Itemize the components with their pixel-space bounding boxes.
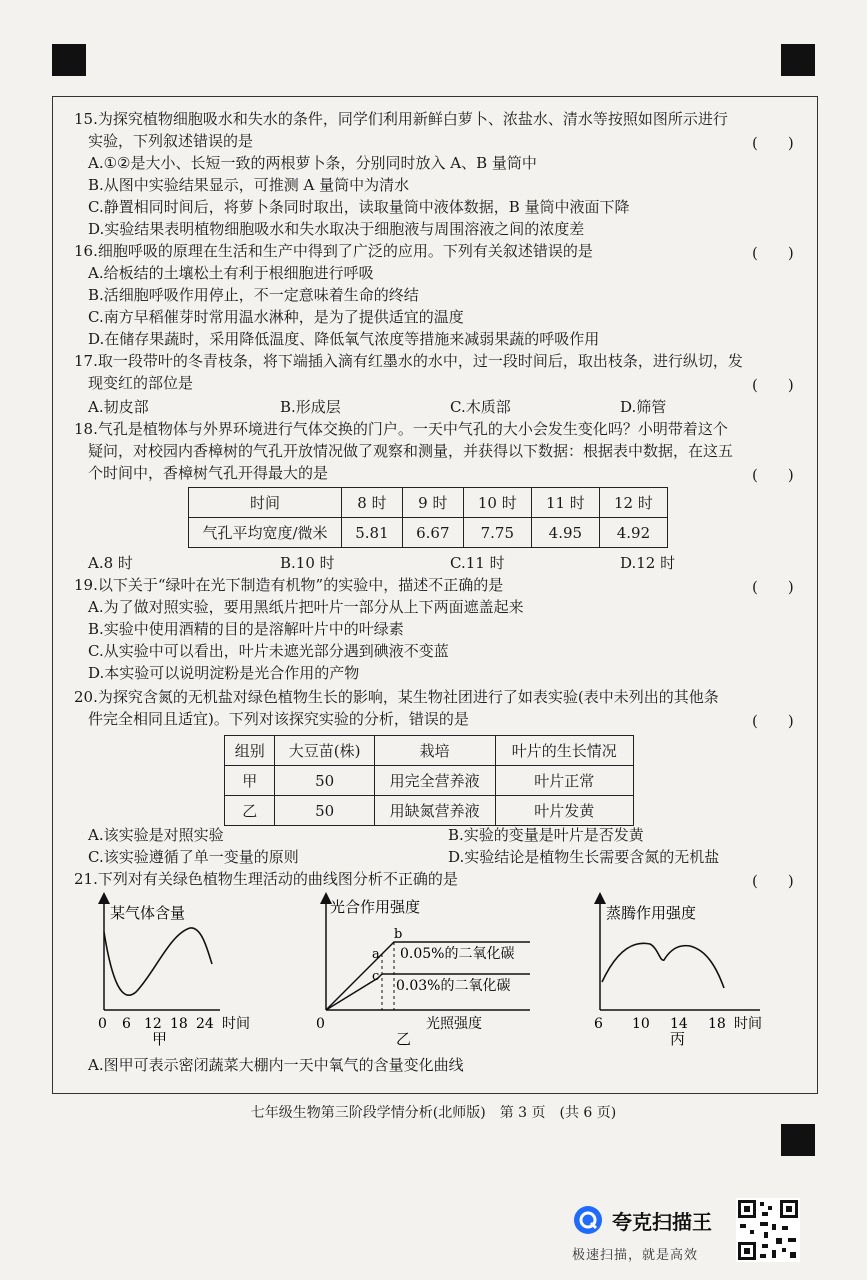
table-cell: 组别 <box>225 736 275 766</box>
scanner-slogan: 极速扫描，就是高效 <box>572 1248 699 1263</box>
quark-logo-icon <box>572 1204 604 1236</box>
q15-option-d: D.实验结果表明植物细胞吸水和失水取决于细胞液与周围溶液之间的浓度差 <box>88 220 585 238</box>
line1-label: 0.05%的二氧化碳 <box>400 946 515 962</box>
graph-c-name: 丙 <box>670 1030 686 1048</box>
q19-stem: 19.以下关于“绿叶在光下制造有机物”的实验中，描述不正确的是 <box>74 576 504 594</box>
q21-stem: 21.下列对有关绿色植物生理活动的曲线图分析不正确的是 <box>74 870 458 888</box>
tick-label: 18 <box>708 1016 726 1032</box>
q16-option-c: C.南方早稻催芽时常用温水淋种，是为了提供适宜的温度 <box>88 308 464 326</box>
q20-option-a: A.该实验是对照实验 <box>88 826 224 844</box>
table-row <box>225 766 634 796</box>
q18-answer-paren: ( ) <box>752 466 794 484</box>
q16-option-b: B.活细胞呼吸作用停止，不一定意味着生命的终结 <box>88 286 419 304</box>
q17-option-b: B.形成层 <box>280 398 341 416</box>
graph-b-origin: 0 <box>316 1016 325 1032</box>
table-cell: 4.92 <box>599 518 667 548</box>
table-cell: 甲 <box>225 766 275 796</box>
q17-stem-line2: 现变红的部位是 <box>88 374 194 392</box>
table-cell: 叶片的生长情况 <box>495 736 633 766</box>
table-cell: 时间 <box>189 488 342 518</box>
q18-stem-line3: 个时间中，香樟树气孔开得最大的是 <box>88 464 329 482</box>
graph-a-xlabel: 时间 <box>222 1016 250 1032</box>
q18-stem-line1: 18.气孔是植物体与外界环境进行气体交换的门户。一天中气孔的大小会发生变化吗？小明带着这个 <box>74 420 728 438</box>
graph-bing <box>594 898 762 1048</box>
graph-a-ylabel: 某气体含量 <box>110 904 186 922</box>
q19-answer-paren: ( ) <box>752 578 794 596</box>
qr-code-icon <box>736 1198 800 1262</box>
q21-graphs <box>60 892 800 1050</box>
table-cell: 气孔平均宽度/微米 <box>189 518 342 548</box>
q17-answer-paren: ( ) <box>752 376 794 394</box>
graph-c-ylabel: 蒸腾作用强度 <box>606 904 697 922</box>
q19-option-b: B.实验中使用酒精的目的是溶解叶片中的叶绿素 <box>88 620 404 638</box>
q15-stem-line2: 实验，下列叙述错误的是 <box>88 132 254 150</box>
q16-answer-paren: ( ) <box>752 244 794 262</box>
table-cell: 大豆苗(株) <box>275 736 374 766</box>
q15-stem-line1: 15.为探究植物细胞吸水和失水的条件，同学们利用新鲜白萝卜、浓盐水、清水等按照如图所示进行 <box>74 110 728 128</box>
q21-answer-paren: ( ) <box>752 872 794 890</box>
graph-yi <box>316 898 530 1048</box>
table-header-row <box>189 488 668 518</box>
table-row <box>189 518 668 548</box>
table-header-row <box>225 736 634 766</box>
tick-label: 10 <box>632 1016 650 1032</box>
tick-label: 18 <box>170 1016 188 1032</box>
q18-option-a: A.8 时 <box>88 554 133 572</box>
q19-option-c: C.从实验中可以看出，叶片未遮光部分遇到碘液不变蓝 <box>88 642 449 660</box>
q17-option-d: D.筛管 <box>620 398 667 416</box>
table-cell: 5.81 <box>342 518 403 548</box>
q18-stomata-table <box>188 487 668 548</box>
table-row <box>225 796 634 826</box>
q20-stem-line2: 件完全相同且适宜)。下列对该探究实验的分析，错误的是 <box>88 710 469 728</box>
table-cell: 叶片发黄 <box>495 796 633 826</box>
q18-option-b: B.10 时 <box>280 554 335 572</box>
table-cell: 10 时 <box>463 488 531 518</box>
table-cell: 50 <box>275 766 374 796</box>
q19-option-d: D.本实验可以说明淀粉是光合作用的产物 <box>88 664 360 682</box>
point-c-label: c <box>372 969 380 984</box>
q18-stem-line2: 疑问，对校园内香樟树的气孔开放情况做了观察和测量，并获得以下数据：根据表中数据，在这五 <box>88 442 734 460</box>
q15-option-b: B.从图中实验结果显示，可推测 A 量筒中为清水 <box>88 176 410 194</box>
line2-label: 0.03%的二氧化碳 <box>396 978 511 994</box>
table-cell: 用缺氮营养液 <box>374 796 495 826</box>
point-a-label: a <box>372 947 380 962</box>
q20-experiment-table <box>224 735 634 826</box>
q17-stem-line1: 17.取一段带叶的冬青枝条，将下端插入滴有红墨水的水中，过一段时间后，取出枝条，进行纵切，发 <box>74 352 743 370</box>
q18-option-d: D.12 时 <box>620 554 676 572</box>
scanner-app-name: 夸克扫描王 <box>612 1210 712 1234</box>
tick-label: 24 <box>196 1016 214 1032</box>
q20-option-d: D.实验结论是植物生长需要含氮的无机盐 <box>448 848 720 866</box>
table-cell: 乙 <box>225 796 275 826</box>
registration-mark-bottom-right <box>781 1124 815 1156</box>
q17-option-c: C.木质部 <box>450 398 511 416</box>
table-cell: 12 时 <box>599 488 667 518</box>
point-b-label: b <box>394 927 403 942</box>
graph-b-ylabel: 光合作用强度 <box>330 898 421 916</box>
table-cell: 叶片正常 <box>495 766 633 796</box>
registration-mark-top-left <box>52 44 86 76</box>
table-cell: 4.95 <box>531 518 599 548</box>
transpiration-curve <box>602 943 724 988</box>
q16-option-d: D.在储存果蔬时，采用降低温度、降低氧气浓度等措施来减弱果蔬的呼吸作用 <box>88 330 600 348</box>
q15-option-c: C.静置相同时间后，将萝卜条同时取出，读取量筒中液体数据，B 量筒中液面下降 <box>88 198 630 216</box>
table-cell: 用完全营养液 <box>374 766 495 796</box>
table-cell: 9 时 <box>402 488 463 518</box>
table-cell: 栽培 <box>374 736 495 766</box>
q20-answer-paren: ( ) <box>752 712 794 730</box>
q16-stem: 16.细胞呼吸的原理在生活和生产中得到了广泛的应用。下列有关叙述错误的是 <box>74 242 593 260</box>
table-cell: 6.67 <box>402 518 463 548</box>
graph-b-xlabel: 光照强度 <box>426 1016 482 1032</box>
table-cell: 7.75 <box>463 518 531 548</box>
q21-option-a: A.图甲可表示密闭蔬菜大棚内一天中氧气的含量变化曲线 <box>88 1056 464 1074</box>
q15-answer-paren: ( ) <box>752 134 794 152</box>
q17-option-a: A.韧皮部 <box>88 398 149 416</box>
tick-label: 0 <box>98 1016 107 1032</box>
graph-b-name: 乙 <box>396 1030 412 1048</box>
graph-c-xlabel: 时间 <box>734 1016 762 1032</box>
table-cell: 11 时 <box>531 488 599 518</box>
tick-label: 14 <box>670 1016 688 1032</box>
q19-option-a: A.为了做对照实验，要用黑纸片把叶片一部分从上下两面遮盖起来 <box>88 598 524 616</box>
tick-label: 12 <box>144 1016 162 1032</box>
q16-option-a: A.给板结的土壤松土有利于根细胞进行呼吸 <box>88 264 374 282</box>
gas-content-curve <box>104 928 212 995</box>
q18-option-c: C.11 时 <box>450 554 505 572</box>
q20-option-b: B.实验的变量是叶片是否发黄 <box>448 826 644 844</box>
tick-label: 6 <box>594 1016 603 1032</box>
tick-label: 6 <box>122 1016 131 1032</box>
graph-jia <box>98 898 250 1048</box>
table-cell: 8 时 <box>342 488 403 518</box>
page-footer: 七年级生物第三阶段学情分析(北师版) 第 3 页 (共 6 页) <box>250 1105 617 1121</box>
q15-option-a: A.①②是大小、长短一致的两根萝卜条，分别同时放入 A、B 量筒中 <box>88 154 537 172</box>
q20-stem-line1: 20.为探究含氮的无机盐对绿色植物生长的影响，某生物社团进行了如表实验(表中未列出的其他条 <box>74 688 719 706</box>
q20-option-c: C.该实验遵循了单一变量的原则 <box>88 848 299 866</box>
graph-a-name: 甲 <box>152 1030 168 1048</box>
registration-mark-top-right <box>781 44 815 76</box>
table-cell: 50 <box>275 796 374 826</box>
